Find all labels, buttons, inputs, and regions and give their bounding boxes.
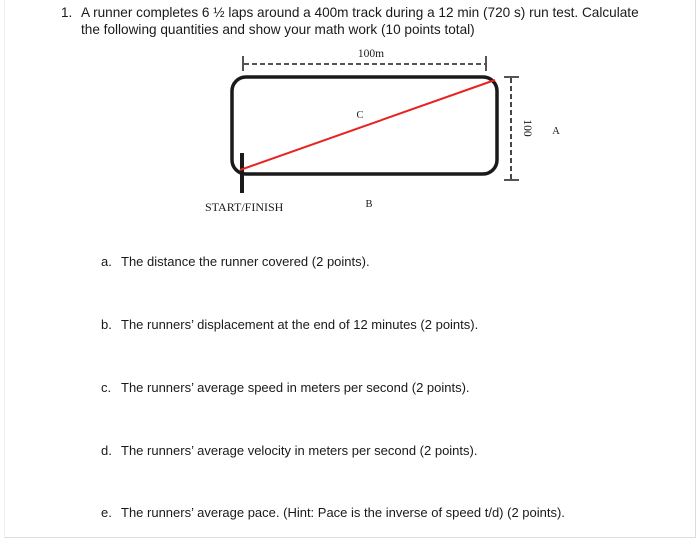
part-c-letter: c.	[101, 380, 112, 395]
start-finish-label: START/FINISH	[205, 200, 284, 214]
side-dimension-label: 100	[521, 119, 533, 137]
part-c-text: The runners’ average speed in meters per second (2 points).	[121, 380, 470, 395]
part-e-letter: e.	[101, 505, 112, 520]
side-dimension-line	[504, 77, 519, 180]
question-prompt-line-2: the following quantities and show your math work (10 points total)	[81, 22, 475, 37]
part-a-text: The distance the runner covered (2 points).	[121, 254, 370, 269]
part-d-text: The runners’ average velocity in meters per second (2 points).	[121, 443, 478, 458]
part-b	[101, 317, 478, 332]
part-e-text: The runners’ average pace. (Hint: Pace is the inverse of speed t/d) (2 points).	[121, 505, 565, 520]
part-c	[101, 380, 470, 395]
diagonal-path-c	[240, 80, 495, 170]
question-prompt-line-1: A runner completes 6 ½ laps around a 400m track during a 12 min (720 s) run test. Calculate	[81, 5, 639, 20]
part-b-letter: b.	[101, 317, 112, 332]
part-b-text: The runners’ displacement at the end of 12 minutes (2 points).	[121, 317, 479, 332]
label-c: C	[356, 110, 364, 121]
top-dimension-label: 100m	[357, 48, 385, 60]
label-b: B	[365, 199, 373, 210]
part-a-letter: a.	[101, 254, 112, 269]
part-d-letter: d.	[101, 443, 112, 458]
part-a	[101, 254, 370, 269]
part-d	[101, 443, 477, 458]
question-number: 1.	[61, 5, 73, 20]
part-e	[101, 505, 565, 520]
label-a: A	[552, 126, 560, 137]
